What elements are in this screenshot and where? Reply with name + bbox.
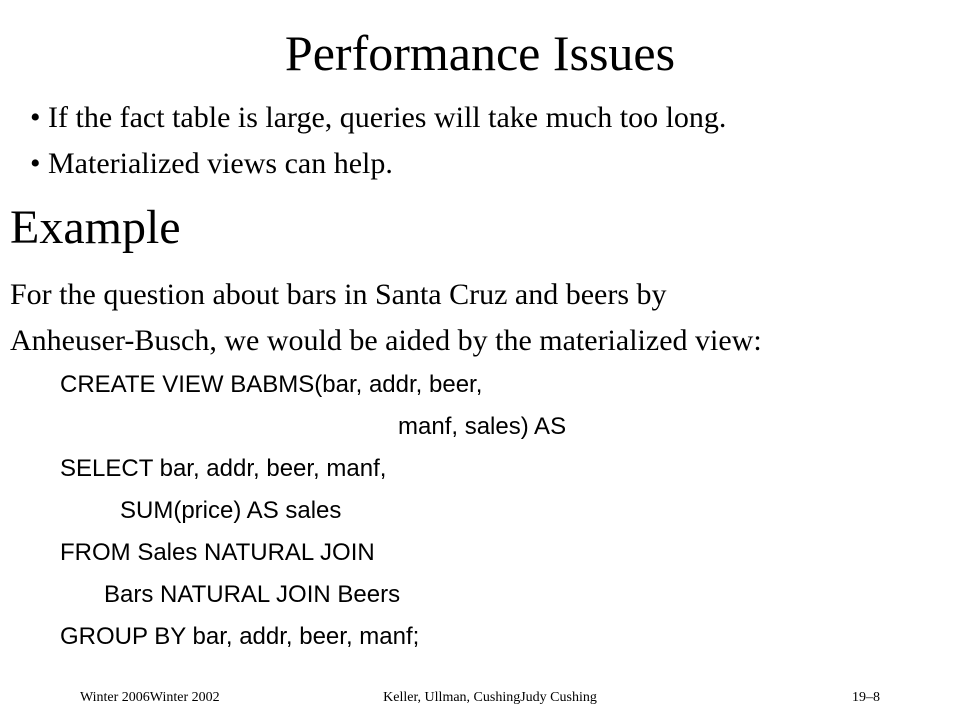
code-line: GROUP BY bar, addr, beer, manf;	[60, 623, 420, 650]
code-line: manf, sales) AS	[398, 413, 567, 440]
bullet-list	[30, 95, 726, 187]
bullet-icon: •	[30, 101, 41, 134]
bullet-icon: •	[30, 147, 41, 180]
code-line: CREATE VIEW BABMS(bar, addr, beer,	[60, 371, 483, 398]
paragraph-line: Anheuser-Busch, we would be aided by the materialized view:	[10, 324, 762, 357]
code-line: SUM(price) AS sales	[120, 497, 342, 524]
footer-left: Winter 2006Winter 2002	[80, 690, 220, 705]
code-line: SELECT bar, addr, beer, manf,	[60, 455, 387, 482]
example-heading: Example	[10, 201, 181, 254]
code-line: FROM Sales NATURAL JOIN	[60, 539, 375, 566]
bullet-text: If the fact table is large, queries will take much too long.	[48, 101, 727, 134]
bullet-item	[30, 141, 726, 187]
slide-title: Performance Issues	[284, 25, 676, 81]
footer-center: Keller, Ullman, CushingJudy Cushing	[383, 690, 597, 705]
code-line: Bars NATURAL JOIN Beers	[104, 581, 401, 608]
footer-page-number: 19–8	[852, 690, 880, 705]
bullet-item	[30, 95, 726, 141]
bullet-text: Materialized views can help.	[48, 147, 393, 180]
paragraph-line: For the question about bars in Santa Cruz and beers by	[10, 278, 667, 311]
